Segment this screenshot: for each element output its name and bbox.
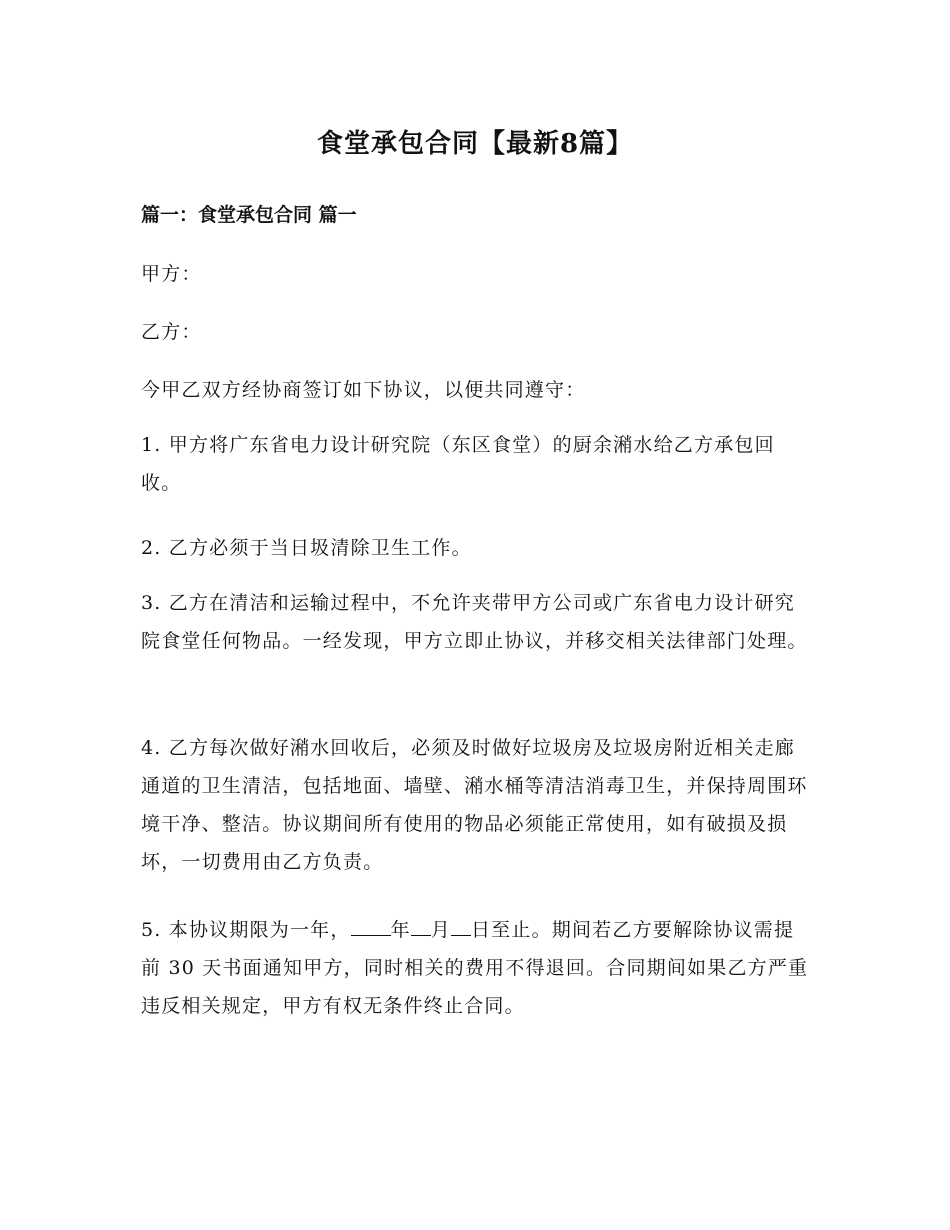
clause-2: 2. 乙方必须于当日圾清除卫生工作。 (141, 537, 472, 559)
clause-5-part2: 日至止。期间若乙方要解除协议需提前 30 天书面通知甲方，同时相关的费用不得退回。合同期间如果乙方严重违反相关规定，甲方有权无条件终止合同。 (141, 919, 809, 1017)
document-title: 食堂承包合同【最新8篇】 (316, 129, 634, 159)
day-blank (451, 915, 471, 936)
clause-1: 1. 甲方将广东省电力设计研究院（东区食堂）的厨余潲水给乙方承包回收。 (141, 434, 775, 494)
clause-5-part1: 5. 本协议期限为一年， (141, 919, 351, 941)
section-heading: 篇一：食堂承包合同 篇一 (141, 204, 357, 226)
intro-paragraph: 今甲乙双方经协商签订如下协议，以便共同遵守： (141, 379, 586, 401)
year-label: 年 (390, 919, 411, 941)
clause-4: 4. 乙方每次做好潲水回收后，必须及时做好垃圾房及垃圾房附近相关走廊通道的卫生清洁，包括地面、墙壁、潲水桶等清洁消毒卫生，并保持周围环境干净、整洁。协议期间所有使用的物品必须能正常使用，如有破损及损坏，一切费用由乙方负责。 (141, 737, 808, 873)
month-blank (411, 915, 431, 936)
party-a-line: 甲方： (141, 263, 202, 285)
year-blank (351, 915, 391, 936)
month-label: 月 (430, 919, 451, 941)
clause-3: 3. 乙方在清洁和运输过程中，不允许夹带甲方公司或广东省电力设计研究院食堂任何物品。一经发现，甲方立即止协议，并移交相关法律部门处理。 (141, 592, 808, 652)
party-b-line: 乙方： (141, 321, 202, 343)
clause-5 (141, 911, 813, 1025)
